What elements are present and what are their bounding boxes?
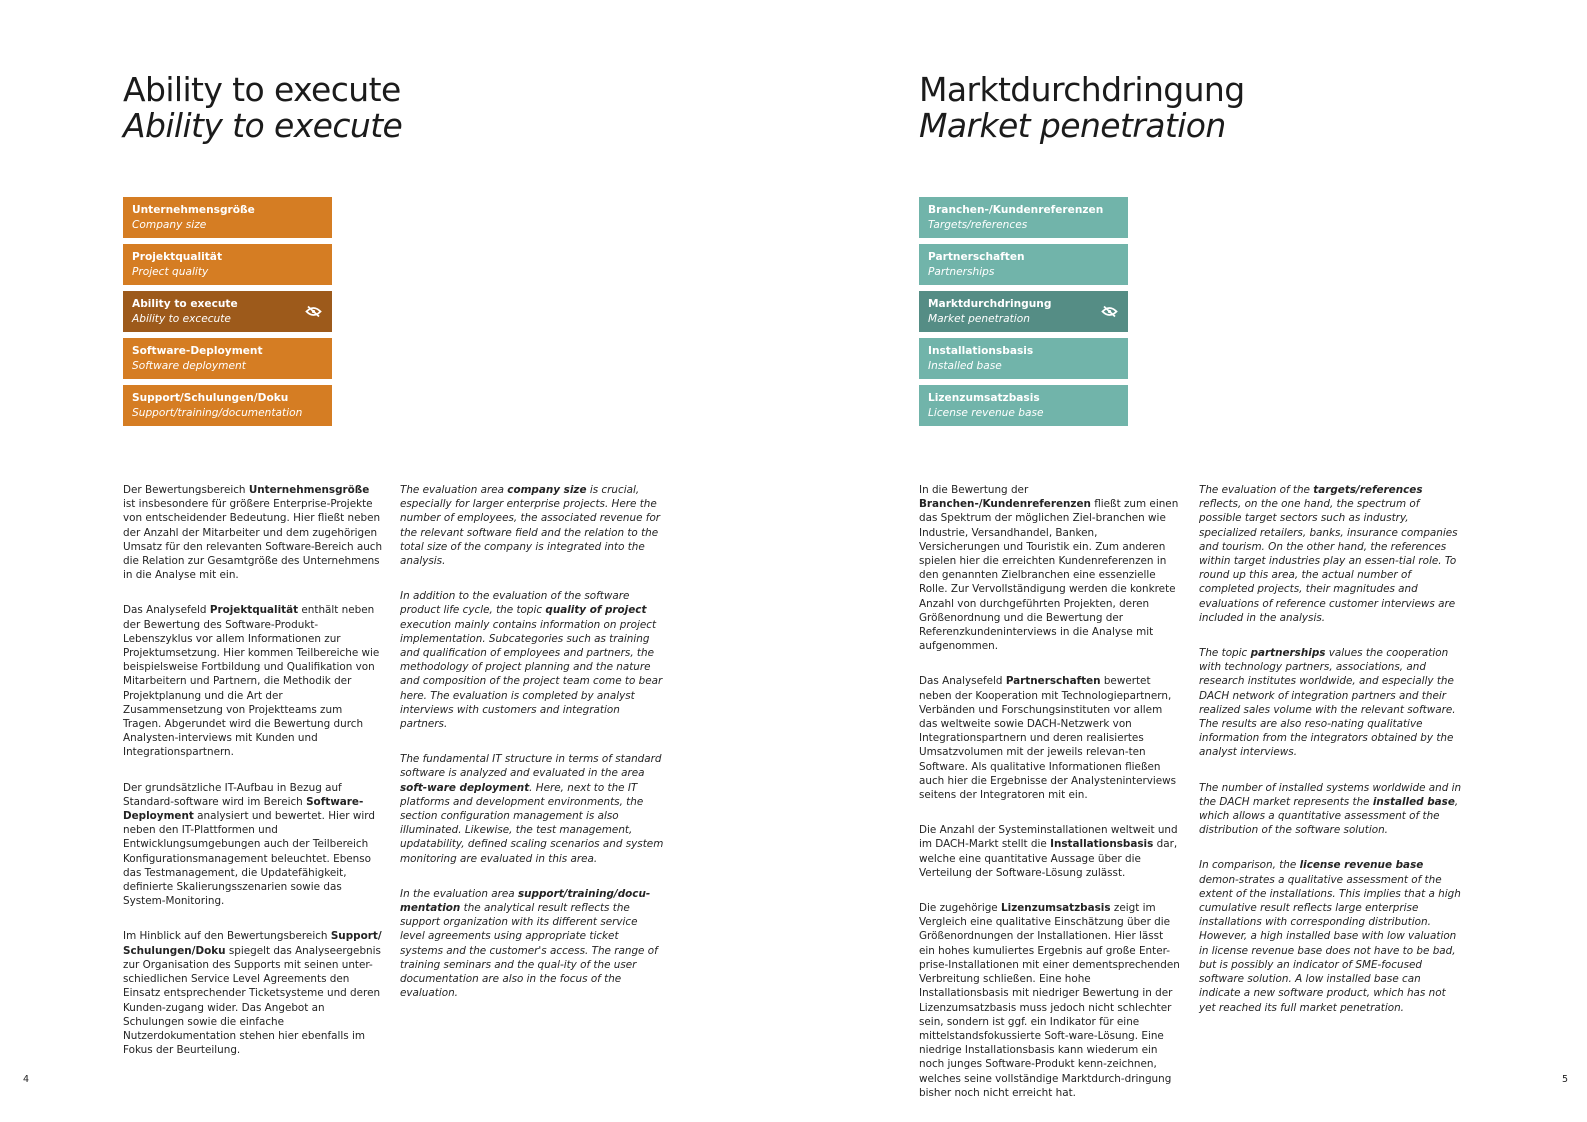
title-de: Ability to execute <box>123 70 401 109</box>
paragraph: The evaluation area company size is crucial, especially for larger enterprise projects. Here the number of employees, the associated revenue for the relevant software field and the relation to the total size of the company is integrated into the analysis. <box>400 484 661 568</box>
category-label-de: Lizenzumsatzbasis <box>928 392 1040 404</box>
category-label-en: Targets/references <box>928 219 1028 231</box>
title-de: Marktdurchdringung <box>919 70 1245 109</box>
category-software-deployment <box>123 338 332 379</box>
eye-slash-icon <box>305 305 322 318</box>
category-company-size <box>123 197 332 238</box>
category-label-en: Support/training/documentation <box>132 407 303 419</box>
paragraph: In the evaluation area support/training/docu-mentation the analytical result reflects the support organization with its different service level agreements using appropriate ticket systems and the customer's access. The range of training seminars and the qual-ity of the user documentation are also in the focus of the evaluation. <box>400 887 658 1000</box>
page-number: 5 <box>1562 1074 1569 1085</box>
category-label-en: Installed base <box>928 360 1002 372</box>
category-label-en: Market penetration <box>928 313 1030 325</box>
category-label-de: Unternehmensgröße <box>132 204 255 216</box>
english-text-column <box>400 483 664 1022</box>
category-label-de: Projektqualität <box>132 251 223 263</box>
category-support <box>123 385 332 426</box>
paragraph: The number of installed systems worldwide and in the DACH market represents the installed base, which allows a quantitative assessment of the distribution of the software solution. <box>1199 781 1462 837</box>
page-number: 4 <box>23 1074 30 1085</box>
category-license-revenue-base <box>919 385 1128 426</box>
right-page <box>794 0 1587 1122</box>
paragraph: Das Analysefeld Projektqualität enthält neben der Bewertung des Software-Produkt-Lebenszyklus vor allem Informationen zur Projektumsetzung. Hier kommen Teilbereiche wie beispielsweise Fortbildung und Qualifikation von Mitarbeitern und Partnern, die Methodik der Projektplanung und die Art der Zusammensetzung von Projektteams zum Tragen. Abgerundet wird die Bewertung durch Analysten-interviews mit Kunden und Integrationspartnern. <box>123 604 380 759</box>
paragraph: Der grundsätzliche IT-Aufbau in Bezug auf Standard-software wird im Bereich Software-Deployment analysiert und bewertet. Hier wird neben den IT-Plattformen und Entwicklungsumgebungen auch der Teilbereich Konfigurationsmanagement beleuchtet. Ebenso das Testmanagement, die Updatefähigkeit, definierte Skalierungsszenarien sowie das System-Monitoring. <box>123 781 375 908</box>
paragraph: Das Analysefeld Partnerschaften bewertet neben der Kooperation mit Technologiepartnern, Verbänden und Forschungsinstituten vor allem das weltweite sowie DACH-Netzwerk von Integrationspartnern und deren realisiertes Umsatzvolumen mit der jeweils relevan-ten Software. Als qualitative Informationen fließen auch hier die Ergebnisse der Analysteninterviews seitens der Integratoren mit ein. <box>919 675 1177 802</box>
title-en: Market penetration <box>919 106 1226 145</box>
paragraph: In die Bewertung der Branchen-/Kundenreferenzen fließt zum einen das Spektrum der möglichen Ziel-branchen wie Industrie, Versandhandel, Banken, Versicherungen und Touristik ein. Zum anderen spielen hier die erreichten Kundenreferenzen in den genannten Zielbranchen eine essenzielle Rolle. Zur Vervollständigung werden die konkrete Anzahl von durchgeführten Projekten, deren Größenordnung und die Bewertung der Referenzkundeninterviews in die Analyse mit aufgenommen. <box>919 484 1179 653</box>
left-page <box>0 0 793 1122</box>
category-label-en: Ability to excecute <box>132 313 231 325</box>
category-partnerships <box>919 244 1128 285</box>
page-title <box>123 72 402 144</box>
paragraph: In addition to the evaluation of the software product life cycle, the topic quality of project execution mainly contains information on project implementation. Subcategories such as training and qualification of employees and partners, the methodology of project planning and the nature and composition of the project team come to bear here. The evaluation is completed by analyst interviews with customers and integration partners. <box>400 590 663 731</box>
category-list <box>919 197 1128 432</box>
paragraph: Im Hinblick auf den Bewertungsbereich Support/ Schulungen/Doku spiegelt das Analyseergebnis zur Organisation des Supports mit seinen unter-schiedlichen Service Level Agreements den Einsatz entsprechender Ticketsysteme und deren Kunden-zugang wider. Das Angebot an Schulungen sowie die einfache Nutzerdokumentation stehen hier ebenfalls im Fokus der Beurteilung. <box>123 930 382 1057</box>
category-label-de: Ability to execute <box>132 298 238 310</box>
category-label-en: Partnerships <box>928 266 995 278</box>
eye-slash-icon <box>1101 305 1118 318</box>
title-en: Ability to execute <box>123 106 403 145</box>
paragraph: In comparison, the license revenue base demon-strates a qualitative assessment of the extent of the installations. This implies that a high cumulative result reflects large enterprise installations with corresponding distribution. However, a high installed base with low valuation in license revenue base does not have to be bad, but is possibly an indicator of SME-focused software solution. A low installed base can indicate a new software product, which has not yet reached its full market penetration. <box>1199 859 1461 1014</box>
category-project-quality <box>123 244 332 285</box>
category-list <box>123 197 332 432</box>
english-text-column <box>1199 483 1465 1036</box>
category-market-penetration <box>919 291 1128 332</box>
paragraph: The evaluation of the targets/references reflects, on the one hand, the spectrum of possible target sectors such as industry, specialized retailers, banks, insurance companies and tourism. On the other hand, the references within target industries play an essen-tial role. To round up this area, the actual number of completed projects, their magnitudes and evaluations of reference customer interviews are included in the analysis. <box>1199 484 1458 624</box>
paragraph: Die zugehörige Lizenzumsatzbasis zeigt im Vergleich eine qualitative Einschätzung über die Größenordnungen der Installationen. Hier lässt ein hohes kumuliertes Ergebnis auf große Enter-prise-Installationen mit einer dementsprechenden Verbreitung schließen. Eine hohe Installationsbasis mit niedriger Bewertung in der Lizenzumsatzbasis muss jedoch nicht schlechter sein, sondern ist ggf. ein Indikator für eine mittelstandsfokussierte Soft-ware-Lösung. Eine niedrige Installationsbasis kann wiederum ein noch junges Software-Produkt kenn-zeichnen, welches seine vollständige Marktdurch-dringung bisher noch nicht erreicht hat. <box>919 902 1180 1099</box>
category-label-de: Support/Schulungen/Doku <box>132 392 289 404</box>
paragraph: Der Bewertungsbereich Unternehmensgröße ist insbesondere für größere Enterprise-Projekte von entscheidender Bedeutung. Hier fließt neben der Anzahl der Mitarbeiter und dem zugehörigen Umsatz für den relevanten Software-Bereich auch die Relation zur Gesamtgröße des Unternehmens in die Analyse mit ein. <box>123 484 383 582</box>
category-ability-to-execute <box>123 291 332 332</box>
paragraph: Die Anzahl der Systeminstallationen weltweit und im DACH-Markt stellt die Installationsbasis dar, welche eine quantitative Aussage über die Verteilung der Software-Lösung zulässt. <box>919 824 1178 879</box>
paragraph: The fundamental IT structure in terms of standard software is analyzed and evaluated in the area soft-ware deployment. Here, next to the IT platforms and development environments, the section configuration management is also illuminated. Likewise, the test management, updatability, defined scaling scenarios and system monitoring are evaluated in this area. <box>400 753 664 865</box>
category-label-en: Project quality <box>132 266 209 278</box>
category-label-de: Branchen-/Kundenreferenzen <box>928 204 1104 216</box>
category-targets-references <box>919 197 1128 238</box>
category-label-en: Software deployment <box>132 360 246 372</box>
category-label-de: Installationsbasis <box>928 345 1034 357</box>
category-installed-base <box>919 338 1128 379</box>
category-label-en: License revenue base <box>928 407 1044 419</box>
category-label-de: Partnerschaften <box>928 251 1025 263</box>
category-label-de: Software-Deployment <box>132 345 263 357</box>
german-text-column <box>123 483 383 1078</box>
category-label-en: Company size <box>132 219 207 231</box>
paragraph: The topic partnerships values the cooperation with technology partners, associations, and research institutes worldwide, and especially the DACH network of integration partners and their realized sales volume with the relevant software. The results are also reso-nating qualitative information from the integrators obtained by the analyst interviews. <box>1199 647 1456 759</box>
page-title <box>919 72 1245 144</box>
category-label-de: Marktdurchdringung <box>928 298 1052 310</box>
german-text-column <box>919 483 1181 1121</box>
